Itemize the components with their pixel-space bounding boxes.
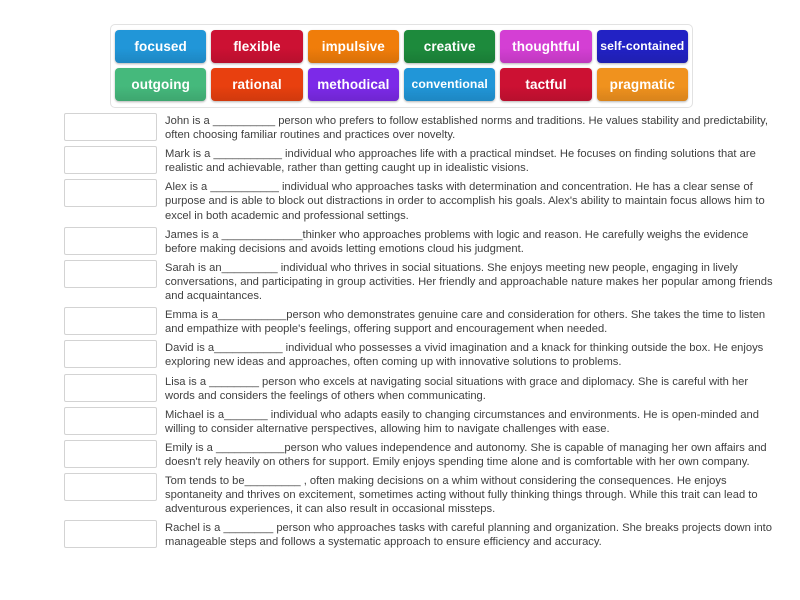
- drop-box-mark[interactable]: [64, 146, 157, 174]
- drop-box-michael[interactable]: [64, 407, 157, 435]
- word-bank-row: [115, 68, 688, 101]
- question-text-lisa: Lisa is a ________ person who excels at navigating social situations with grace and diplomacy. She is careful with her words and considers the feelings of others when communicating.: [165, 375, 749, 402]
- question-row: [0, 473, 800, 516]
- word-tile-tactful[interactable]: tactful: [500, 68, 591, 101]
- question-row: [0, 374, 800, 403]
- word-tile-focused[interactable]: focused: [115, 30, 206, 63]
- word-tile-rational[interactable]: rational: [211, 68, 302, 101]
- question-row: [0, 340, 800, 369]
- word-tile-self-contained[interactable]: self-contained: [597, 30, 688, 63]
- word-tile-pragmatic[interactable]: pragmatic: [597, 68, 688, 101]
- question-text-michael: Michael is a_______ individual who adapts easily to changing circumstances and environments. He is open-minded and willing to consider alternative perspectives, allowing him to navigate challenges with ease.: [165, 408, 759, 435]
- question-text-sarah: Sarah is an_________ individual who thrives in social situations. She enjoys meeting new people, engaging in lively conversations, and participating in group activities. Her friendly and approachable nature makes her popular among friends and acquaintances.: [165, 261, 773, 303]
- question-text-david: David is a___________ individual who possesses a vivid imagination and a knack for thinking outside the box. He enjoys exploring new ideas and approaches, often coming up with innovative solutions to problems.: [165, 342, 764, 369]
- drop-box-emma[interactable]: [64, 307, 157, 335]
- word-bank-row: [115, 30, 688, 63]
- question-text-emma: Emma is a___________person who demonstrates genuine care and consideration for others. She takes the time to listen and empathize with people's feelings, offering support and encouragement when needed.: [165, 309, 766, 336]
- question-row: [0, 307, 800, 336]
- drop-box-alex[interactable]: [64, 179, 157, 207]
- drop-box-tom[interactable]: [64, 473, 157, 501]
- question-row: [0, 179, 800, 222]
- word-tile-methodical[interactable]: methodical: [308, 68, 399, 101]
- drop-box-rachel[interactable]: [64, 520, 157, 548]
- question-row: [0, 260, 800, 303]
- question-text-tom: Tom tends to be_________ , often making decisions on a whim without considering the consequences. He enjoys spontaneity and thrives on excitement, sometimes acting without fully thinking things through. While this trait can lead to adventurous experiences, it can also result in occasional missteps.: [165, 475, 758, 516]
- question-row: [0, 520, 800, 549]
- question-row: [0, 113, 800, 142]
- word-tile-thoughtful[interactable]: thoughtful: [500, 30, 591, 63]
- word-tile-creative[interactable]: creative: [404, 30, 495, 63]
- question-text-emily: Emily is a ___________person who values independence and autonomy. She is capable of managing her own affairs and doesn't rely heavily on others for support. Emily enjoys spending time alone and is comfortable with her own company.: [165, 441, 767, 468]
- drop-box-lisa[interactable]: [64, 374, 157, 402]
- word-tile-conventional[interactable]: conventional: [404, 68, 495, 101]
- question-row: [0, 440, 800, 469]
- drop-box-james[interactable]: [64, 227, 157, 255]
- question-row: [0, 227, 800, 256]
- question-text-rachel: Rachel is a ________ person who approaches tasks with careful planning and organization. She breaks projects down into manageable steps and follows a systematic approach to ensure efficiency and accuracy.: [165, 522, 772, 549]
- word-bank-container: [110, 24, 693, 108]
- question-text-james: James is a _____________thinker who approaches problems with logic and reason. He carefully weighs the evidence before making decisions and avoids letting emotions cloud his judgment.: [165, 228, 749, 255]
- word-tile-outgoing[interactable]: outgoing: [115, 68, 206, 101]
- drop-box-emily[interactable]: [64, 440, 157, 468]
- drop-box-sarah[interactable]: [64, 260, 157, 288]
- drop-box-john[interactable]: [64, 113, 157, 141]
- word-tile-impulsive[interactable]: impulsive: [308, 30, 399, 63]
- question-text-mark: Mark is a ___________ individual who approaches life with a practical mindset. He focuses on finding solutions that are realistic and achievable, rather than getting caught up in idealistic visions.: [165, 148, 756, 175]
- question-row: [0, 146, 800, 175]
- question-text-alex: Alex is a ___________ individual who approaches tasks with determination and concentration. He has a clear sense of purpose and is able to block out distractions in order to accomplish his goals. Alex's ability to maintain focus allows him to excel in both academic and professional settings.: [165, 181, 765, 222]
- question-text-john: John is a __________ person who prefers to follow established norms and traditions. He values stability and predictability, often choosing familiar routines and practices over novelty.: [165, 115, 769, 142]
- word-tile-flexible[interactable]: flexible: [211, 30, 302, 63]
- questions-list: [0, 113, 800, 554]
- drop-box-david[interactable]: [64, 340, 157, 368]
- question-row: [0, 407, 800, 436]
